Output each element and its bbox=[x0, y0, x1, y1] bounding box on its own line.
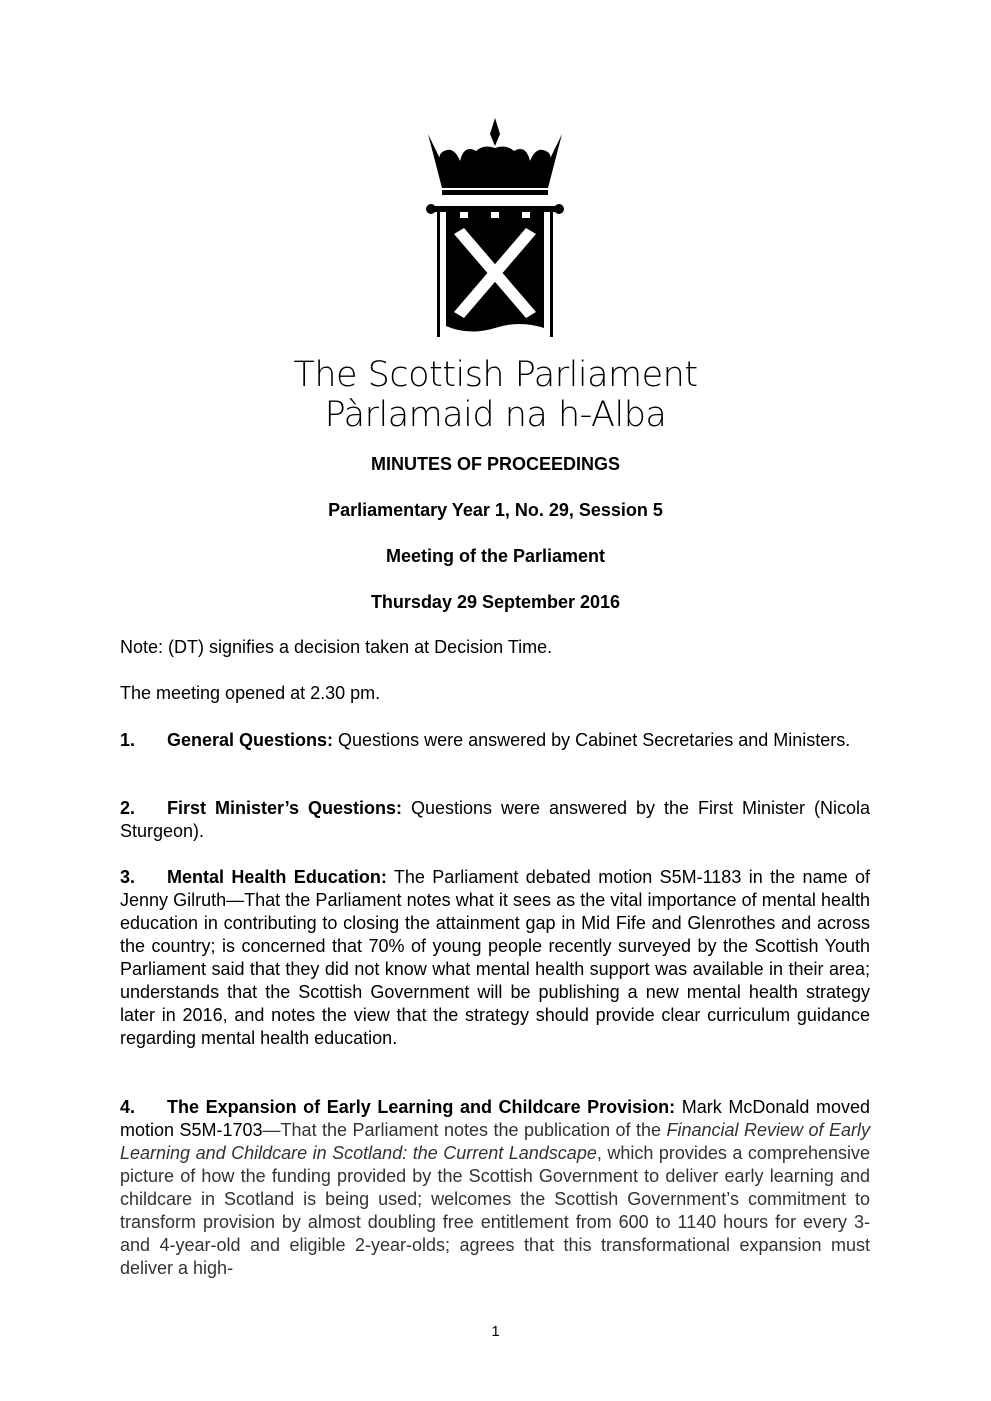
item-title: General Questions: bbox=[167, 730, 334, 750]
meeting-heading: Meeting of the Parliament bbox=[385, 546, 606, 566]
page-number: 1 bbox=[491, 1323, 500, 1340]
org-name-english: The Scottish Parliament bbox=[293, 355, 698, 395]
item-number: 2. bbox=[120, 798, 136, 818]
org-name-gaelic: Pàrlamaid na h-Alba bbox=[324, 395, 667, 435]
item-number: 1. bbox=[120, 730, 136, 750]
motion-text-continued: , which provides a comprehensive picture of how the funding provided by the Scottish Government to deliver early learning and childcare in Scotland is being used; welcomes the Scottish Government’s commitment to transform provision by almost doubling free entitlement from 600 to 1140 hours for every 3- and 4-year-old and eligible 2-year-olds; agrees that this transformational expansion must deliver a high- bbox=[120, 1143, 870, 1278]
item-number: 3. bbox=[120, 867, 136, 887]
item-text: Mark McDonald moved motion S5M-1703 bbox=[120, 1097, 870, 1140]
item-text: Questions were answered by the First Minister (Nicola Sturgeon). bbox=[120, 798, 870, 841]
meeting-opened: The meeting opened at 2.30 pm. bbox=[120, 683, 381, 703]
document-title: MINUTES OF PROCEEDINGS bbox=[370, 454, 621, 474]
decision-time-note: Note: (DT) signifies a decision taken at Decision Time. bbox=[120, 637, 553, 657]
parliamentary-year: Parliamentary Year 1, No. 29, Session 5 bbox=[328, 500, 663, 520]
report-title: Financial Review of Early Learning and Childcare in Scotland: the Current Landscape bbox=[120, 1120, 870, 1163]
meeting-date: Thursday 29 September 2016 bbox=[370, 592, 621, 612]
agenda-item-4 bbox=[120, 1096, 870, 1280]
item-title: Mental Health Education: bbox=[167, 867, 387, 887]
motion-text: —That the Parliament notes the publication of the bbox=[262, 1120, 667, 1140]
item-text: Questions were answered by Cabinet Secretaries and Ministers. bbox=[333, 730, 851, 750]
agenda-item-2 bbox=[120, 797, 870, 843]
agenda-item-3 bbox=[120, 866, 870, 1050]
scottish-parliament-crest-logo bbox=[424, 116, 566, 342]
agenda-item-1 bbox=[120, 729, 870, 752]
item-title: First Minister’s Questions: bbox=[167, 798, 402, 818]
item-number: 4. bbox=[120, 1097, 136, 1117]
item-text: The Parliament debated motion S5M-1183 in the name of Jenny Gilruth—That the Parliament notes what it sees as the vital importance of mental health education in contributing to closing the attainment gap in Mid Fife and Glenrothes and across the country; is concerned that 70% of young people recently surveyed by the Scottish Youth Parliament said that they did not know what mental health support was available in their area; understands that the Scottish Government will be publishing a new mental health strategy later in 2016, and notes the view that the strategy should provide clear curriculum guidance regarding mental health education. bbox=[120, 867, 870, 1048]
item-title: The Expansion of Early Learning and Childcare Provision: bbox=[167, 1097, 676, 1117]
